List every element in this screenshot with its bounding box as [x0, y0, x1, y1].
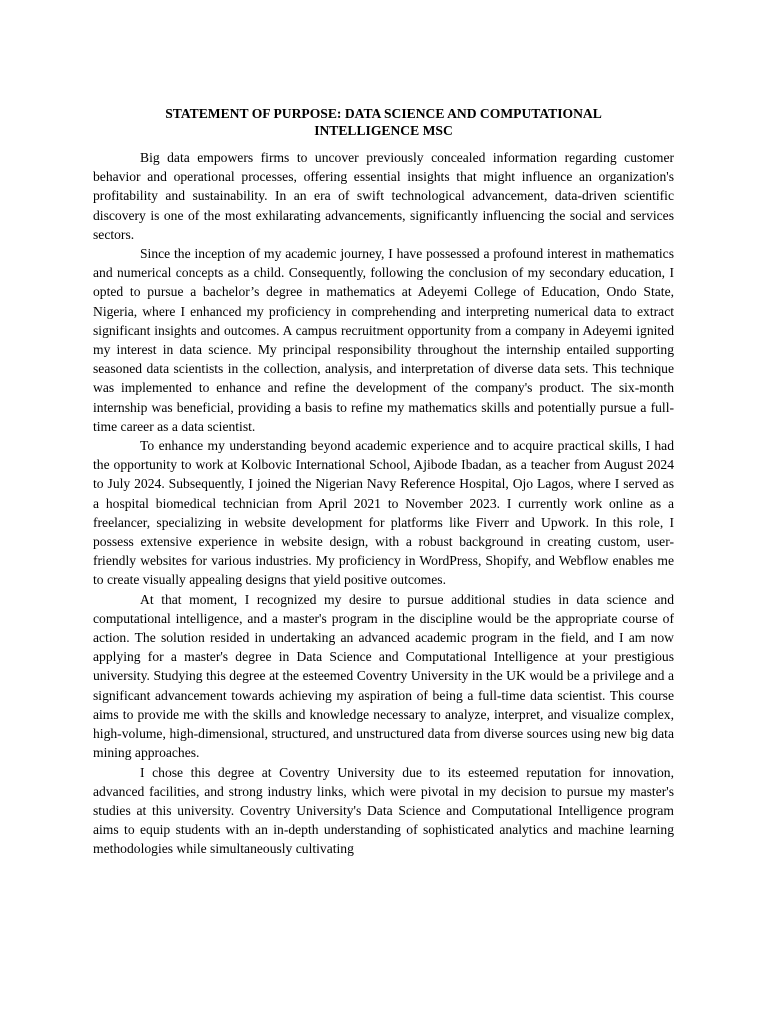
paragraph-masters-motivation: At that moment, I recognized my desire to pursue additional studies in data science and computational intelligence, and a master's program in the discipline would be the appropriate course of action. The solution resided in undertaking an advanced academic program in the field, and I am now applying for a master's degree in Data Science and Computational Intelligence at your prestigious university. Studying this degree at the esteemed Coventry University in the UK would be a privilege and a significant advancement towards achieving my aspiration of being a full-time data scientist. This course aims to provide me with the skills and knowledge necessary to analyze, interpret, and visualize complex, high-volume, high-dimensional, structured, and unstructured data from diverse sources using new big data mining approaches. [93, 591, 674, 761]
document-body [93, 105, 674, 859]
paragraph-university-choice: I chose this degree at Coventry University due to its esteemed reputation for innovation, advanced facilities, and strong industry links, which were pivotal in my decision to pursue my master's studies at this university. Coventry University's Data Science and Computational Intelligence program aims to equip students with an in-depth understanding of sophisticated analytics and machine learning methodologies while simultaneously cultivating [93, 764, 674, 857]
paragraph-academic-journey: Since the inception of my academic journey, I have possessed a profound interest in mathematics and numerical concepts as a child. Consequently, following the conclusion of my secondary education, I opted to pursue a bachelor’s degree in mathematics at Adeyemi College of Education, Ondo State, Nigeria, where I enhanced my proficiency in comprehending and interpreting numerical data to extract significant insights and outcomes. A campus recruitment opportunity from a company in Adeyemi ignited my interest in data science. My principal responsibility throughout the internship entailed supporting seasoned data scientists in the collection, analysis, and interpretation of diverse data sets. This technique was implemented to enhance and refine the development of the company's product. The six-month internship was beneficial, providing a basis to refine my mathematics skills and potentially pursue a full-time career as a data scientist. [93, 246, 674, 434]
paragraph-big-data: Big data empowers firms to uncover previously concealed information regarding customer behavior and operational processes, offering essential insights that might influence an organization's profitability and sustainability. In an era of swift technological advancement, data-driven scientific discovery is one of the most exhilarating advancements, significantly influencing the social and services sectors. [93, 150, 674, 242]
document-title: STATEMENT OF PURPOSE: DATA SCIENCE AND COMPUTATIONAL INTELLIGENCE MSC [165, 106, 602, 138]
paragraph-work-experience: To enhance my understanding beyond academic experience and to acquire practical skills, I had the opportunity to work at Kolbovic International School, Ajibode Ibadan, as a teacher from August 2024 to July 2024. Subsequently, I joined the Nigerian Navy Reference Hospital, Ojo Lagos, where I served as a hospital biomedical technician from April 2021 to November 2023. I currently work online as a freelancer, specializing in website development for platforms like Fiverr and Upwork. In this role, I possess extensive experience in website design, with a robust background in creating custom, user-friendly websites for various industries. My proficiency in WordPress, Shopify, and Webflow enables me to create visually appealing designs that yield positive outcomes. [93, 438, 674, 588]
